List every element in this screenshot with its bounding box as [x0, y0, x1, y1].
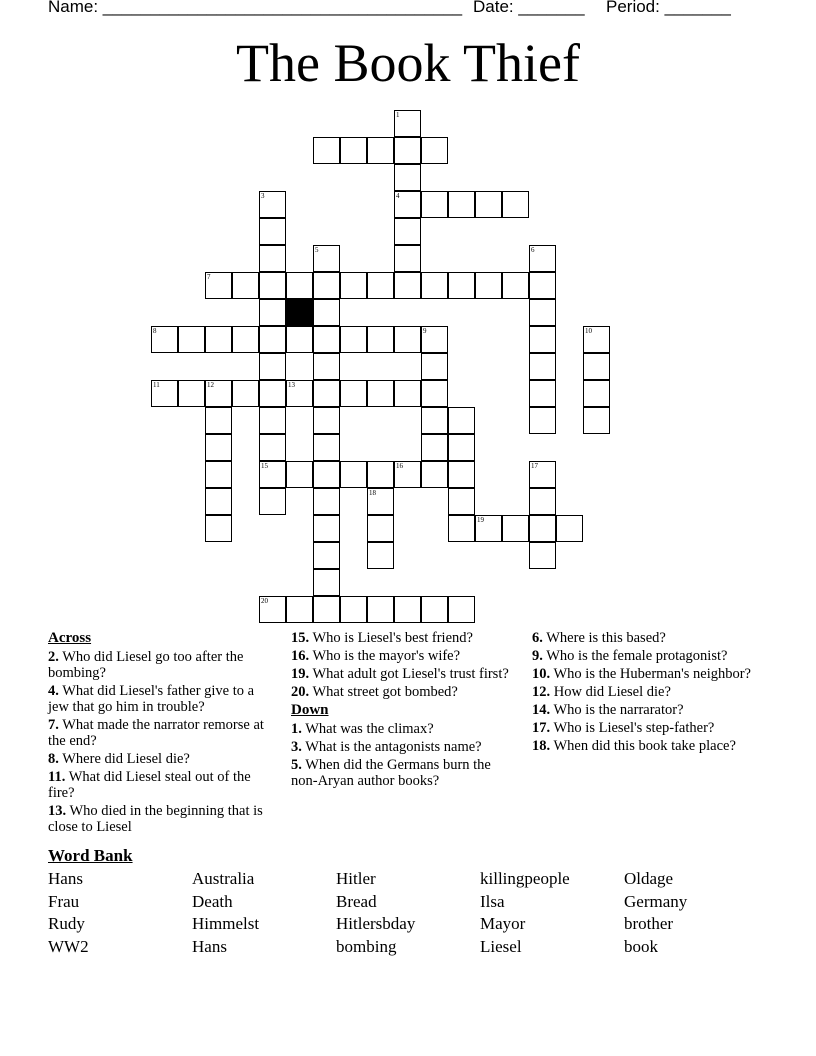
crossword-cell[interactable]	[286, 461, 313, 488]
word-bank-item: Germany	[624, 891, 688, 911]
clue-number-label: 4.	[48, 683, 59, 699]
crossword-cell[interactable]	[583, 353, 610, 380]
crossword-cell[interactable]	[421, 380, 448, 407]
crossword-cell[interactable]	[448, 434, 475, 461]
crossword-cell[interactable]	[421, 272, 448, 299]
clue-number-label: 15.	[291, 630, 310, 646]
crossword-cell[interactable]	[178, 380, 205, 407]
crossword-cell[interactable]	[205, 488, 232, 515]
word-bank-item: killingpeople	[480, 869, 570, 888]
crossword-cell[interactable]	[421, 407, 448, 434]
clue-number-label: 1.	[291, 721, 302, 737]
crossword-cell[interactable]	[313, 137, 340, 164]
crossword-cell[interactable]	[313, 596, 340, 623]
word-bank-item: WW2	[48, 936, 89, 956]
clue-text: Who is Liesel's best friend?	[309, 630, 473, 646]
crossword-cell[interactable]	[529, 326, 556, 353]
clue-number-label: 2.	[48, 649, 59, 665]
crossword-cell[interactable]	[421, 137, 448, 164]
crossword-cell[interactable]	[367, 380, 394, 407]
name-field[interactable]: Name: ______________________________________	[48, 0, 463, 16]
clue-number-label: 18.	[532, 738, 551, 754]
clue-item	[291, 739, 511, 755]
crossword-cell[interactable]	[502, 191, 529, 218]
crossword-cell[interactable]	[394, 461, 421, 488]
crossword-cell[interactable]	[232, 380, 259, 407]
crossword-cell[interactable]	[421, 434, 448, 461]
clue-number: 7	[207, 273, 211, 281]
crossword-cell[interactable]	[502, 515, 529, 542]
clue-item	[48, 751, 268, 767]
clue-number-label: 19.	[291, 666, 310, 682]
crossword-cell[interactable]	[583, 326, 610, 353]
clue-number-label: 7.	[48, 717, 59, 733]
crossword-cell[interactable]	[529, 353, 556, 380]
clue-number: 20	[261, 597, 268, 605]
word-bank-item: Mayor	[480, 914, 526, 933]
crossword-cell[interactable]	[502, 272, 529, 299]
word-bank-item: Hitlersbday	[336, 914, 416, 933]
crossword-cell[interactable]	[340, 272, 367, 299]
clue-number: 15	[261, 462, 268, 470]
word-bank-item: book	[624, 936, 658, 956]
crossword-cell[interactable]	[367, 326, 394, 353]
crossword-cell[interactable]	[529, 272, 556, 299]
crossword-cell[interactable]	[421, 596, 448, 623]
clue-number: 4	[396, 192, 400, 200]
word-bank-item: Hans	[192, 936, 227, 956]
crossword-cell[interactable]	[421, 326, 448, 353]
word-bank-item: Himmelst	[192, 914, 260, 933]
crossword-cell[interactable]	[529, 461, 556, 488]
clue-number: 13	[288, 381, 295, 389]
clue-item	[532, 684, 762, 700]
word-bank-item: Oldage	[624, 869, 674, 888]
clue-number-label: 13.	[48, 803, 67, 819]
clue-text: How did Liesel die?	[550, 684, 671, 700]
crossword-cell[interactable]	[448, 515, 475, 542]
word-bank-item: Australia	[192, 869, 255, 888]
crossword-cell[interactable]	[529, 299, 556, 326]
down-clues-list-cont	[532, 630, 762, 754]
crossword-cell[interactable]	[259, 326, 286, 353]
clue-number-label: 20.	[291, 684, 310, 700]
crossword-cell[interactable]	[394, 272, 421, 299]
word-bank-item: Frau	[48, 891, 80, 911]
crossword-cell[interactable]	[286, 596, 313, 623]
crossword-cell[interactable]	[232, 326, 259, 353]
clue-text: When did the Germans burn the non-Aryan author books?	[291, 757, 491, 789]
crossword-cell[interactable]	[259, 407, 286, 434]
clue-number-label: 12.	[532, 684, 551, 700]
clue-item	[532, 738, 762, 754]
clue-number-label: 11.	[48, 769, 66, 785]
clue-item	[291, 721, 511, 737]
crossword-cell[interactable]	[448, 461, 475, 488]
word-bank-item: Liesel	[480, 936, 522, 956]
clue-number-label: 9.	[532, 648, 543, 664]
crossword-cell[interactable]	[529, 407, 556, 434]
crossword-cell[interactable]	[259, 191, 286, 218]
crossword-cell[interactable]	[421, 191, 448, 218]
crossword-cell[interactable]	[259, 218, 286, 245]
clue-item	[48, 717, 268, 749]
crossword-cell[interactable]	[448, 488, 475, 515]
crossword-cell[interactable]	[313, 272, 340, 299]
crossword-cell[interactable]	[529, 488, 556, 515]
crossword-cell[interactable]	[556, 515, 583, 542]
crossword-cell[interactable]	[151, 326, 178, 353]
clue-number-label: 5.	[291, 757, 302, 773]
clue-number-label: 17.	[532, 720, 551, 736]
clue-number: 11	[153, 381, 160, 389]
clue-number: 6	[531, 246, 535, 254]
down-heading: Down	[291, 702, 329, 718]
crossword-cell[interactable]	[178, 326, 205, 353]
crossword-cell[interactable]	[340, 380, 367, 407]
word-bank-title: Word Bank	[48, 846, 133, 865]
crossword-cell[interactable]	[313, 461, 340, 488]
clue-number-label: 8.	[48, 751, 59, 767]
clues-column-3	[532, 630, 762, 756]
clue-text: What did Liesel steal out of the fire?	[48, 769, 251, 801]
crossword-cell[interactable]	[367, 137, 394, 164]
crossword-cell[interactable]	[313, 299, 340, 326]
crossword-cell[interactable]	[313, 353, 340, 380]
header	[48, 0, 788, 21]
word-bank-item: Hans	[48, 869, 83, 888]
crossword-cell[interactable]	[529, 515, 556, 542]
word-bank-item: Death	[192, 891, 233, 911]
crossword-cell[interactable]	[394, 596, 421, 623]
crossword-cell[interactable]	[259, 245, 286, 272]
crossword-cell[interactable]	[529, 542, 556, 569]
crossword-cell[interactable]	[259, 488, 286, 515]
clue-item	[532, 702, 762, 718]
crossword-cell[interactable]	[313, 569, 340, 596]
clue-text: When did this book take place?	[550, 738, 736, 754]
clue-item	[532, 648, 762, 664]
clue-item	[48, 683, 268, 715]
crossword-cell[interactable]	[313, 488, 340, 515]
across-heading: Across	[48, 630, 92, 646]
crossword-cell[interactable]	[448, 272, 475, 299]
clue-item	[291, 648, 511, 664]
crossword-cell[interactable]	[205, 461, 232, 488]
word-bank-item: bombing	[336, 936, 397, 956]
clue-item	[48, 803, 268, 835]
crossword-cell[interactable]	[205, 380, 232, 407]
crossword-cell[interactable]	[394, 326, 421, 353]
crossword-cell[interactable]	[529, 245, 556, 272]
down-clues-list	[291, 721, 511, 789]
crossword-cell[interactable]	[259, 434, 286, 461]
clues-column-2	[291, 630, 511, 791]
crossword-cell[interactable]	[448, 191, 475, 218]
clue-number-label: 16.	[291, 648, 310, 664]
crossword-cell[interactable]	[313, 515, 340, 542]
across-clues-list	[48, 649, 268, 835]
date-field[interactable]: Date: _______	[473, 0, 585, 16]
clue-text: Who died in the beginning that is close to Liesel	[48, 803, 263, 835]
crossword-cell[interactable]	[205, 272, 232, 299]
crossword-cell[interactable]	[367, 542, 394, 569]
crossword-cell[interactable]	[367, 272, 394, 299]
word-bank-item: Rudy	[48, 914, 85, 933]
clue-number: 9	[423, 327, 427, 335]
crossword-cell[interactable]	[259, 461, 286, 488]
clue-text: What was the climax?	[301, 721, 434, 737]
crossword-cell[interactable]	[583, 380, 610, 407]
crossword-cell[interactable]	[394, 191, 421, 218]
clue-number-label: 10.	[532, 666, 551, 682]
word-bank-item: Bread	[336, 891, 377, 911]
clue-number: 5	[315, 246, 319, 254]
clue-number: 8	[153, 327, 157, 335]
crossword-cell[interactable]	[367, 488, 394, 515]
crossword-cell[interactable]	[313, 326, 340, 353]
clue-text: Who is the Huberman's neighbor?	[550, 666, 751, 682]
crossword-cell[interactable]	[205, 434, 232, 461]
crossword-cell[interactable]	[529, 380, 556, 407]
crossword-cell[interactable]	[394, 245, 421, 272]
crossword-cell[interactable]	[151, 380, 178, 407]
crossword-cell[interactable]	[448, 407, 475, 434]
clue-item	[532, 666, 762, 682]
clue-text: What street got bombed?	[309, 684, 458, 700]
clue-number: 18	[369, 489, 376, 497]
clue-item	[291, 684, 511, 700]
crossword-cell[interactable]	[205, 515, 232, 542]
word-bank-item: brother	[624, 914, 674, 933]
clue-number: 10	[585, 327, 592, 335]
crossword-cell[interactable]	[367, 515, 394, 542]
crossword-cell[interactable]	[286, 380, 313, 407]
clue-text: What made the narrator remorse at the end?	[48, 717, 264, 749]
crossword-cell[interactable]	[259, 353, 286, 380]
crossword-cell[interactable]	[232, 272, 259, 299]
crossword-cell[interactable]	[340, 326, 367, 353]
crossword-cell[interactable]	[313, 380, 340, 407]
clue-number: 12	[207, 381, 214, 389]
crossword-cell[interactable]	[340, 137, 367, 164]
crossword-cell[interactable]	[475, 272, 502, 299]
crossword-cell[interactable]	[394, 218, 421, 245]
crossword-cell[interactable]	[313, 245, 340, 272]
crossword-cell[interactable]	[340, 461, 367, 488]
clue-number: 3	[261, 192, 265, 200]
clue-number-label: 6.	[532, 630, 543, 646]
clue-text: What did Liesel's father give to a jew that go him in trouble?	[48, 683, 255, 715]
clue-item	[48, 769, 268, 801]
crossword-cell[interactable]	[205, 326, 232, 353]
crossword-cell[interactable]	[259, 299, 286, 326]
crossword-cell[interactable]	[583, 407, 610, 434]
clue-text: Who is the female protagonist?	[542, 648, 728, 664]
crossword-cell[interactable]	[313, 407, 340, 434]
clue-item	[291, 757, 511, 789]
clue-text: What is the antagonists name?	[301, 739, 482, 755]
word-bank-item: Ilsa	[480, 891, 505, 911]
crossword-cell[interactable]	[367, 596, 394, 623]
clue-item	[291, 666, 511, 682]
clue-number: 16	[396, 462, 403, 470]
clue-item	[48, 649, 268, 681]
crossword-cell[interactable]	[421, 353, 448, 380]
crossword-cell[interactable]	[421, 461, 448, 488]
crossword-cell[interactable]	[313, 434, 340, 461]
clue-text: Who did Liesel go too after the bombing?	[48, 649, 244, 681]
crossword-cell[interactable]	[367, 461, 394, 488]
crossword-cell[interactable]	[259, 596, 286, 623]
clue-number-label: 14.	[532, 702, 551, 718]
clue-text: Where did Liesel die?	[58, 751, 190, 767]
crossword-cell[interactable]	[340, 596, 367, 623]
crossword-cell[interactable]	[475, 515, 502, 542]
clue-number: 17	[531, 462, 538, 470]
clue-number-label: 3.	[291, 739, 302, 755]
clues-column-1	[48, 630, 268, 837]
crossword-cell[interactable]	[259, 272, 286, 299]
crossword-cell[interactable]	[448, 596, 475, 623]
crossword-cell[interactable]	[286, 326, 313, 353]
clue-text: Who is the narrarator?	[550, 702, 684, 718]
crossword-cell[interactable]	[394, 110, 421, 137]
crossword-cell[interactable]	[286, 272, 313, 299]
page-title: The Book Thief	[236, 33, 580, 93]
crossword-black-cell	[286, 299, 313, 326]
clue-text: What adult got Liesel's trust first?	[309, 666, 509, 682]
clue-item	[532, 720, 762, 736]
crossword-cell[interactable]	[394, 164, 421, 191]
word-bank-item: Hitler	[336, 869, 376, 888]
crossword-cell[interactable]	[394, 137, 421, 164]
period-field[interactable]: Period: _______	[606, 0, 731, 16]
clue-text: Where is this based?	[542, 630, 666, 646]
clue-item	[291, 630, 511, 646]
across-clues-list-cont	[291, 630, 511, 700]
crossword-cell[interactable]	[313, 542, 340, 569]
clue-text: Who is Liesel's step-father?	[550, 720, 715, 736]
crossword-cell[interactable]	[205, 407, 232, 434]
clue-item	[532, 630, 762, 646]
crossword-cell[interactable]	[394, 380, 421, 407]
clue-number: 1	[396, 111, 400, 119]
clue-text: Who is the mayor's wife?	[309, 648, 461, 664]
crossword-cell[interactable]	[259, 380, 286, 407]
clue-number: 19	[477, 516, 484, 524]
crossword-cell[interactable]	[475, 191, 502, 218]
